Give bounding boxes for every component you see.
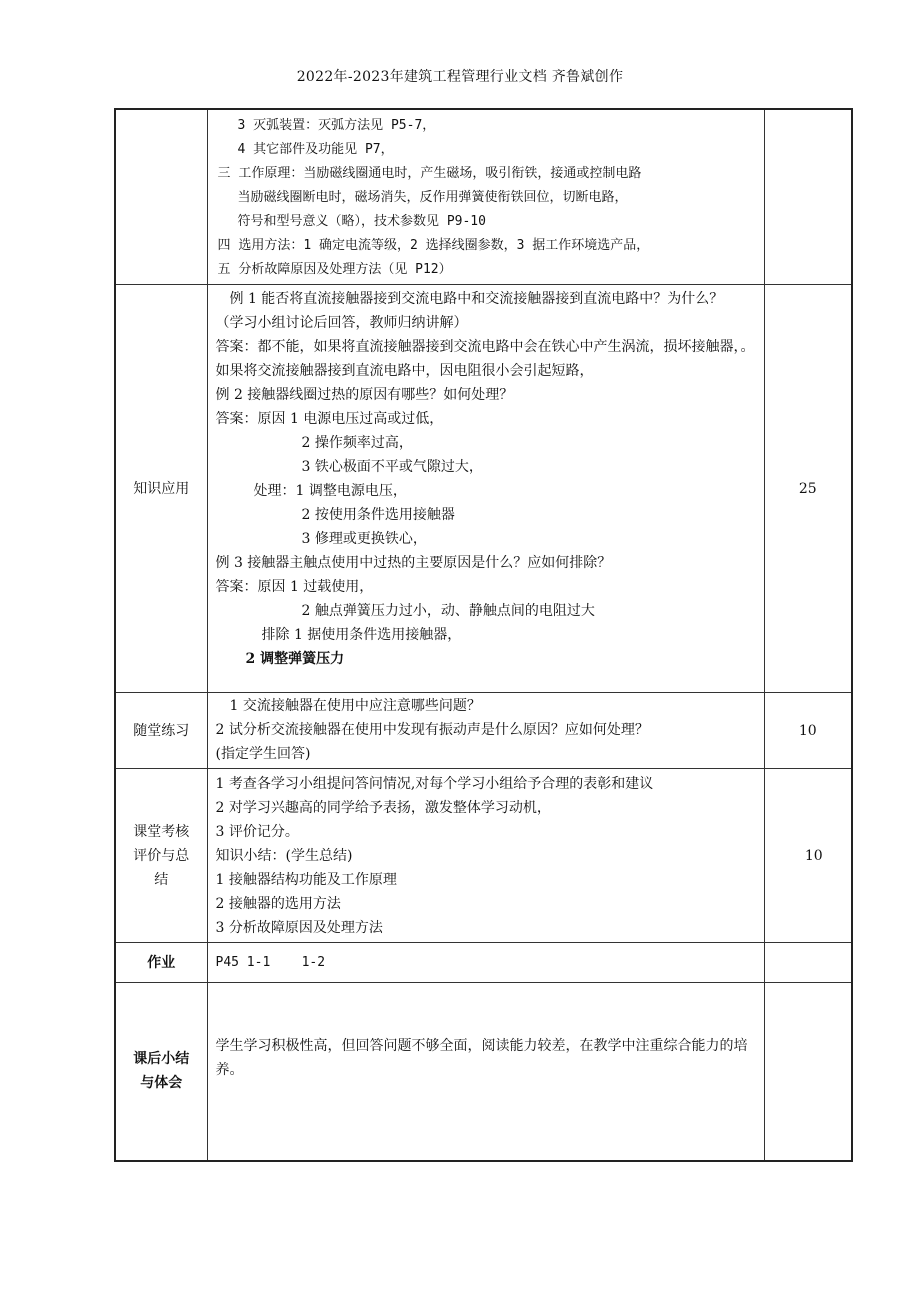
list-item: 2 按使用条件选用接触器 [301, 507, 455, 523]
list-item: 答案：原因 1 电源电压过高或过低， [215, 411, 444, 427]
list-item: 答案：原因 1 过载使用， [215, 579, 374, 595]
homework-text: P45 1-1 1-2 [215, 954, 326, 970]
list-item: 处理：1 调整电源电压， [253, 483, 407, 499]
list-item: 3 评价记分。 [215, 824, 299, 840]
question-example-3: 例 3 接触器主触点使用中过热的主要原因是什么？应如何排除？ [215, 555, 612, 571]
list-item: 3 灭弧装置：灭弧方法见 P5-7， [237, 118, 436, 133]
list-item: （学习小组讨论后回答，教师归纳讲解） [215, 315, 468, 331]
row-label-assessment [115, 769, 207, 943]
list-item: 2 对学习兴趣高的同学给予表扬，激发整体学习动机， [215, 800, 551, 816]
minutes-cell-empty [764, 943, 852, 983]
list-item: 3 分析故障原因及处理方法 [215, 920, 383, 936]
list-item: 五 分析故障原因及处理方法（见 P12） [217, 262, 452, 277]
minutes-assessment: 10 [764, 769, 852, 943]
table-row-reflection [115, 983, 852, 1161]
table-row-assessment [115, 769, 852, 943]
lesson-plan-table [114, 108, 853, 1162]
list-item: 知识小结：(学生总结) [215, 848, 353, 864]
list-item: 4 其它部件及功能见 P7， [237, 142, 394, 157]
list-item: 3 修理或更换铁心， [301, 531, 427, 547]
content-cell-assessment [207, 769, 764, 943]
content-cell-reflection [207, 983, 764, 1161]
list-item: 3 铁心极面不平或气隙过大， [301, 459, 483, 475]
list-item: 2 调整弹簧压力 [245, 651, 345, 667]
list-item: 2 试分析交流接触器在使用中发现有振动声是什么原因？应如何处理？ [215, 722, 649, 738]
list-item: 1 交流接触器在使用中应注意哪些问题？ [229, 698, 481, 714]
list-item: 符号和型号意义（略），技术参数见 P9-10 [237, 214, 486, 229]
row-label-reflection-text: 课后小结与体会 [133, 1051, 190, 1092]
table-row-homework [115, 943, 852, 983]
list-item: 2 触点弹簧压力过小，动、静触点间的电阻过大 [301, 603, 595, 619]
minutes-knowledge-application: 25 [764, 285, 852, 693]
minutes-cell-empty [764, 109, 852, 285]
list-item: 1 接触器结构功能及工作原理 [215, 872, 397, 888]
row-label-practice: 随堂练习 [115, 693, 207, 769]
list-item: 2 接触器的选用方法 [215, 896, 341, 912]
list-item: 排除 1 据使用条件选用接触器， [261, 627, 462, 643]
content-cell-practice [207, 693, 764, 769]
list-item: 当励磁线圈断电时，磁场消失，反作用弹簧使衔铁回位，切断电路， [237, 190, 628, 205]
list-item: 1 考查各学习小组提问答问情况,对每个学习小组给予合理的表彰和建议 [215, 776, 654, 792]
row-label-assessment-text: 课堂考核评价与总结 [133, 823, 190, 888]
reflection-text: 学生学习积极性高，但回答问题不够全面，阅读能力较差，在教学中注重综合能力的培养。 [215, 1038, 748, 1079]
minutes-practice: 10 [764, 693, 852, 769]
table-row-theory [115, 109, 852, 285]
list-item: 四 选用方法：1 确定电流等级，2 选择线圈参数，3 据工作环境选产品， [217, 238, 650, 253]
content-cell-homework [207, 943, 764, 983]
label-cell-empty [115, 109, 207, 285]
minutes-cell-empty [764, 983, 852, 1161]
table-row-practice [115, 693, 852, 769]
question-example-2: 例 2 接触器线圈过热的原因有哪些？如何处理？ [215, 387, 514, 403]
row-label-homework: 作业 [115, 943, 207, 983]
page-header: 2022年-2023年建筑工程管理行业文档 齐鲁斌创作 [296, 69, 624, 85]
content-cell-theory [207, 109, 764, 285]
row-label-reflection [115, 983, 207, 1161]
table-row-knowledge-application [115, 285, 852, 693]
list-item: 2 操作频率过高， [301, 435, 413, 451]
list-item: 三 工作原理：当励磁线圈通电时，产生磁场，吸引衔铁，接通或控制电路 [217, 166, 642, 181]
question-example-1: 例 1 能否将直流接触器接到交流电路中和交流接触器接到直流电路中？为什么？ [229, 291, 724, 307]
list-item: (指定学生回答) [215, 746, 311, 762]
answer-text: 答案：都不能，如果将直流接触器接到交流电路中会在铁心中产生涡流，损坏接触器，。如果将交流接触器接到直流电路中，因电阻很小会引起短路， [215, 339, 755, 379]
row-label-knowledge-application: 知识应用 [115, 285, 207, 693]
content-cell-knowledge-application [207, 285, 764, 693]
